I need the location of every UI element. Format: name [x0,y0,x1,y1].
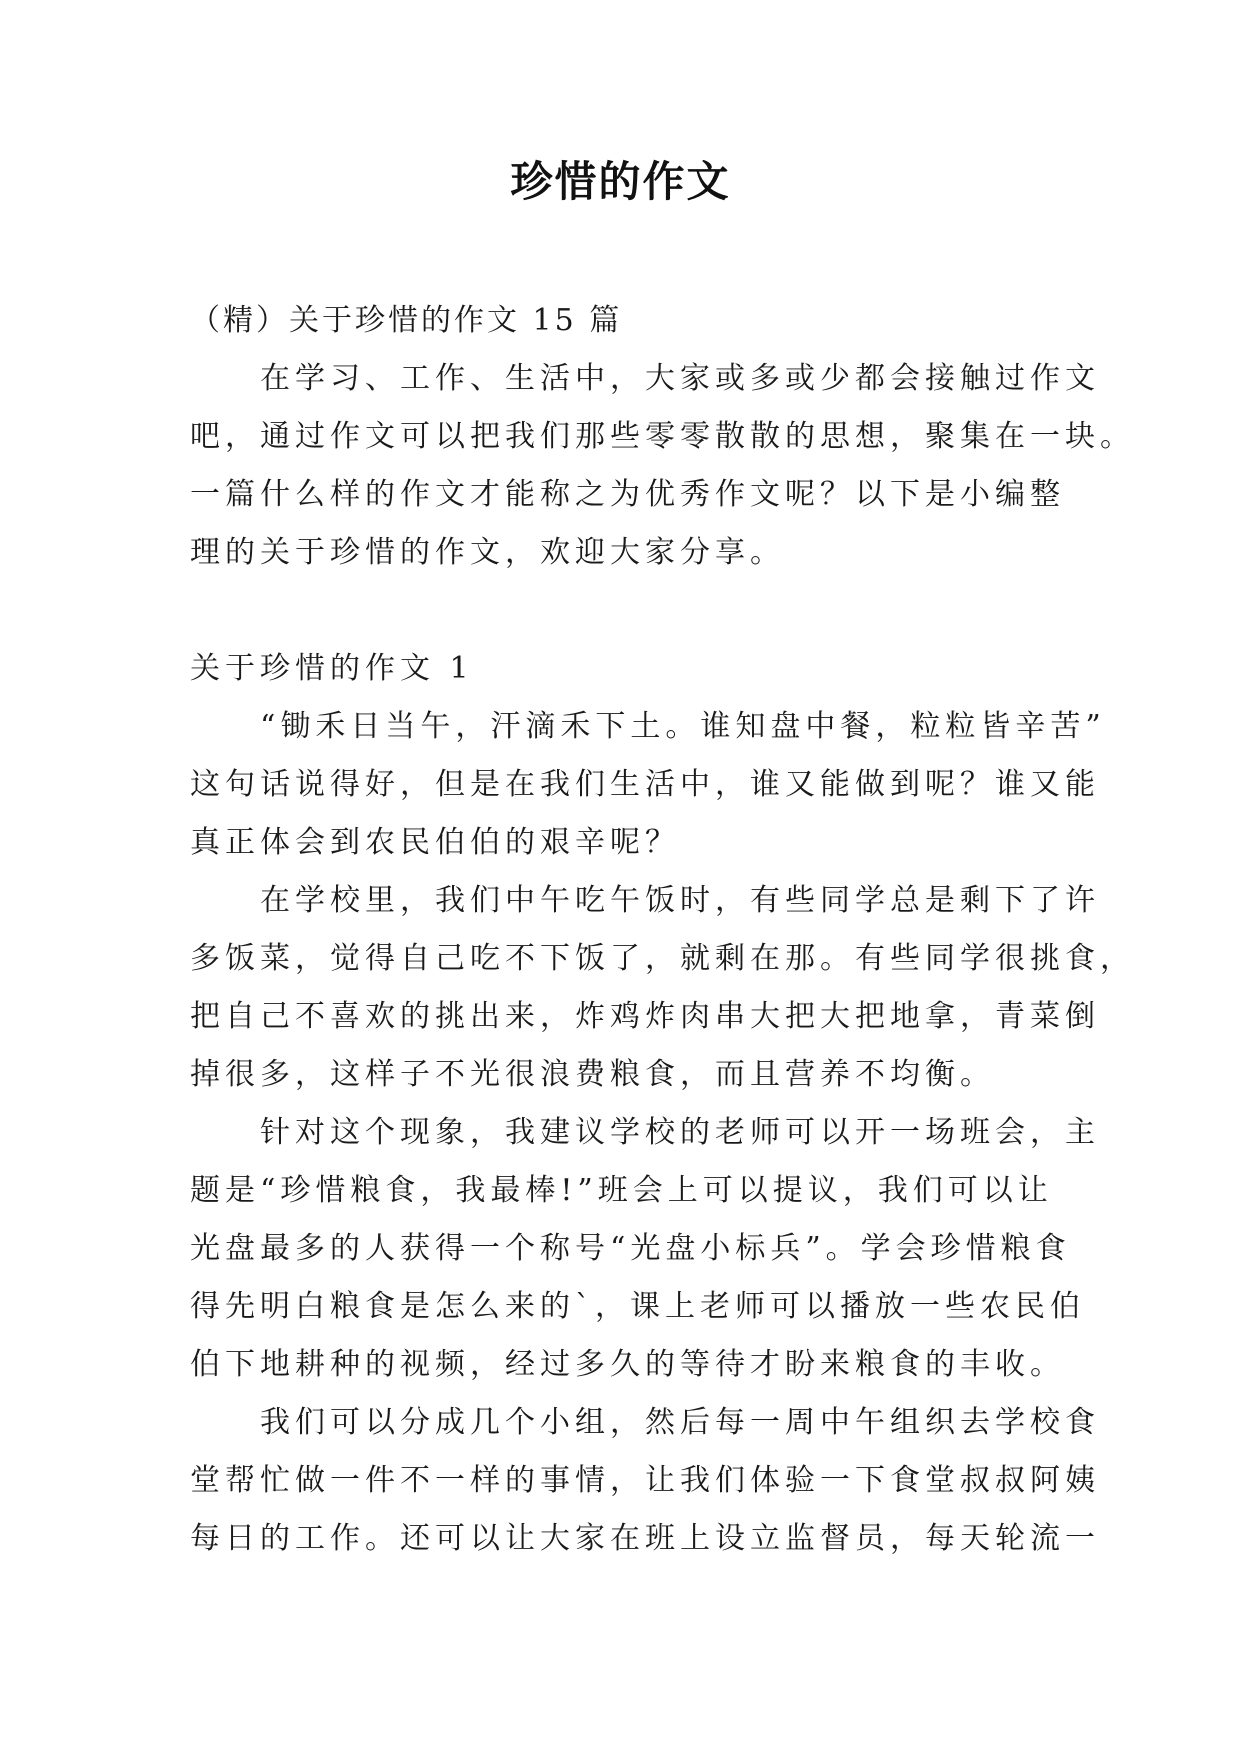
paragraph-line: 掉很多，这样子不光很浪费粮食，而且营养不均衡。 [190,1057,995,1092]
paragraph-3 [190,1104,1100,1394]
paragraph-1 [190,698,1106,872]
intro-line: 一篇什么样的作文才能称之为优秀作文呢？以下是小编整 [190,477,1065,512]
paragraph-4 [190,1394,1100,1568]
paragraph-line: 堂帮忙做一件不一样的事情，让我们体验一下食堂叔叔阿姨 [190,1463,1100,1498]
paragraph-2 [190,872,1135,1104]
intro-line: 在学习、工作、生活中，大家或多或少都会接触过作文 [260,361,1100,396]
paragraph-line: 得先明白粮食是怎么来的`，课上老师可以播放一些农民伯 [190,1289,1085,1324]
paragraph-line: 这句话说得好，但是在我们生活中，谁又能做到呢？谁又能 [190,767,1100,802]
intro-paragraph [190,350,1135,582]
intro-line: 理的关于珍惜的作文，欢迎大家分享。 [190,535,785,570]
paragraph-line: 每日的工作。还可以让大家在班上设立监督员，每天轮流一 [190,1521,1100,1556]
paragraph-line: 真正体会到农民伯伯的艰辛呢？ [190,825,680,860]
paragraph-gap [190,582,1060,640]
paragraph-line: 伯下地耕种的视频，经过多久的等待才盼来粮食的丰收。 [190,1347,1065,1382]
document-body [190,292,1135,1568]
paragraph-line: 在学校里，我们中午吃午饭时，有些同学总是剩下了许 [260,883,1100,918]
intro-line: 吧，通过作文可以把我们那些零零散散的思想，聚集在一块。 [190,419,1135,454]
document-subtitle: （精）关于珍惜的作文 15 篇 [190,303,623,338]
paragraph-line: 针对这个现象，我建议学校的老师可以开一场班会，主 [260,1115,1100,1150]
paragraph-line: 把自己不喜欢的挑出来，炸鸡炸肉串大把大把地拿，青菜倒 [190,999,1100,1034]
paragraph-line: “锄禾日当午，汗滴禾下土。谁知盘中餐，粒粒皆辛苦” [260,709,1106,744]
paragraph-line: 光盘最多的人获得一个称号“光盘小标兵”。学会珍惜粮食 [190,1231,1071,1266]
paragraph-line: 题是“珍惜粮食，我最棒!”班会上可以提议，我们可以让 [190,1173,1053,1208]
paragraph-line: 我们可以分成几个小组，然后每一周中午组织去学校食 [260,1405,1100,1440]
document-title: 珍惜的作文 [510,157,731,206]
section-heading: 关于珍惜的作文 1 [190,651,474,686]
paragraph-line: 多饭菜，觉得自己吃不下饭了，就剩在那。有些同学很挑食， [190,941,1135,976]
